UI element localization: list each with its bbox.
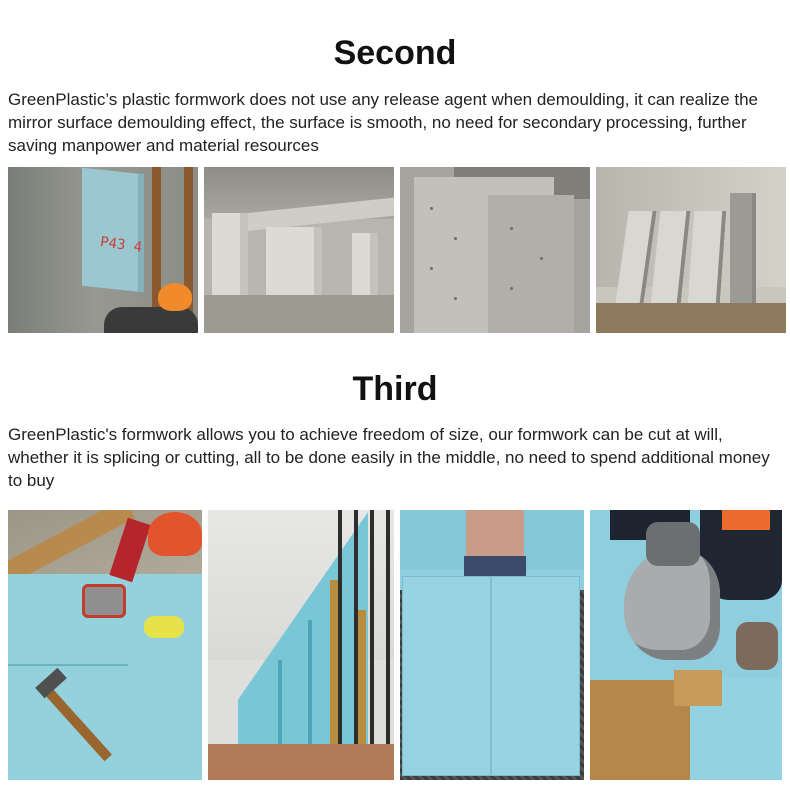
ground — [596, 303, 786, 333]
photo-row-second — [8, 167, 782, 333]
smooth-concrete-wall — [488, 195, 574, 333]
orange-vest — [722, 510, 770, 530]
photo-stacked-formwork-sheets — [596, 167, 786, 333]
section-heading-second: Second — [333, 34, 457, 72]
worker-figure — [104, 307, 198, 333]
worker-jeans — [464, 556, 526, 576]
photo-worker-with-board — [400, 510, 584, 780]
blue-formwork-board — [82, 168, 144, 293]
wooden-block — [674, 670, 722, 706]
tie-hole — [454, 297, 457, 300]
photo-circular-saw-cutting — [590, 510, 782, 780]
photo-formwork-removal — [8, 167, 198, 333]
yellow-glove — [144, 616, 184, 638]
cut-seam — [8, 664, 128, 666]
scaffolding — [338, 510, 394, 780]
section-paragraph-second: GreenPlastic’s plastic formwork does not use any release agent when demoulding, it can realize the mirror surface demoulding effect, the surface is smooth, no need for secondary processing, further saving manpower and material resources — [8, 90, 758, 155]
section-paragraph-third: GreenPlastic's formwork allows you to achieve freedom of size, our formwork can be cut at will, whether it is splicing or cutting, all to be done easily in the middle, no need to spend additional money to buy — [8, 425, 770, 490]
tie-hole — [510, 227, 513, 230]
tie-hole — [454, 237, 457, 240]
tie-hole — [430, 267, 433, 270]
board-seam — [490, 576, 492, 776]
circular-saw — [624, 550, 720, 660]
photo-smooth-concrete-wall — [400, 167, 590, 333]
photo-formwork-wall-scaffold — [208, 510, 394, 780]
ground — [208, 744, 394, 780]
orange-helmet — [158, 283, 192, 311]
tie-hole — [540, 257, 543, 260]
saw-motor — [646, 522, 700, 566]
photo-row-third — [8, 510, 782, 780]
work-glove — [736, 622, 778, 670]
concrete-floor — [204, 295, 394, 333]
orange-helmet — [148, 512, 202, 556]
section-heading-third: Third — [352, 370, 438, 408]
tie-hole — [510, 287, 513, 290]
board-marking: P43 4 — [99, 234, 144, 256]
tie-hole — [430, 207, 433, 210]
photo-cutting-with-tool — [8, 510, 202, 780]
power-cutter — [82, 584, 126, 618]
photo-concrete-columns — [204, 167, 394, 333]
